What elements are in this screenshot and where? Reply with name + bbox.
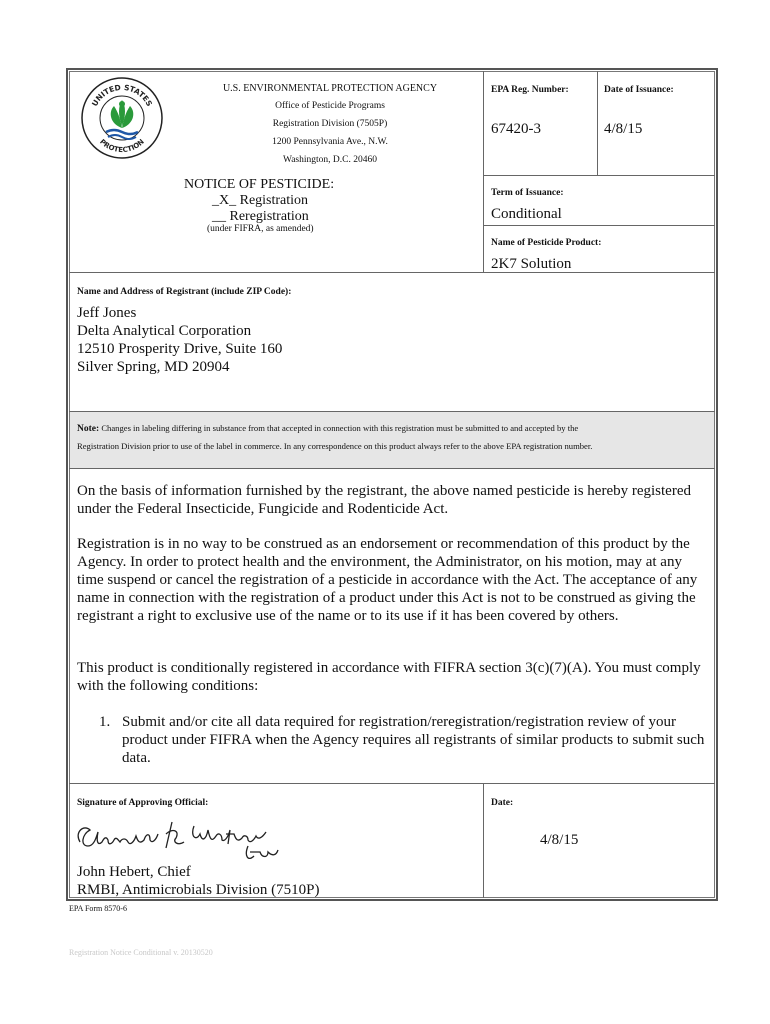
product-label: Name of Pesticide Product: bbox=[491, 238, 602, 248]
registrant-name: Jeff Jones bbox=[77, 305, 137, 321]
note-text-1: Changes in labeling differing in substance from that accepted in connection with this registration must be submitted to and accepted by the bbox=[101, 423, 579, 433]
registration-option bbox=[212, 193, 308, 209]
condition-1-line-2: product under FIFRA when the Agency requires all registrants of similar products to submit such bbox=[122, 732, 705, 748]
line-after-reg bbox=[483, 175, 715, 176]
condition-1 bbox=[122, 713, 704, 767]
para2-line-3: time suspend or cancel the registration of a pesticide in accordance with the Act. The acceptance of any bbox=[77, 572, 698, 588]
condition-1-line-1: Submit and/or cite all data required for registration/reregistration/registration review of your bbox=[122, 714, 676, 730]
line-before-note bbox=[69, 411, 715, 412]
agency-address-2: Washington, D.C. 20460 bbox=[283, 155, 377, 165]
registrant-street: 12510 Prosperity Drive, Suite 160 bbox=[77, 341, 283, 357]
para3-line-2: with the following conditions: bbox=[77, 678, 259, 694]
division-name: Registration Division (7505P) bbox=[272, 119, 388, 129]
official-division: RMBI, Antimicrobials Division (7510P) bbox=[77, 882, 320, 898]
template-note: Registration Notice Conditional v. 20130520 bbox=[69, 948, 213, 957]
agency-name: U.S. ENVIRONMENTAL PROTECTION AGENCY bbox=[222, 83, 438, 94]
header-divider bbox=[483, 71, 484, 272]
line-after-header bbox=[69, 272, 715, 273]
date-label: Date: bbox=[491, 798, 514, 808]
office-name: Office of Pesticide Programs bbox=[275, 101, 385, 111]
date-value: 4/8/15 bbox=[540, 832, 579, 848]
official-name: John Hebert, Chief bbox=[77, 864, 191, 880]
para1 bbox=[77, 482, 691, 518]
registrant-company: Delta Analytical Corporation bbox=[77, 323, 252, 339]
registrant-label: Name and Address of Registrant (include ZIP Code): bbox=[77, 287, 292, 297]
term-value: Conditional bbox=[491, 206, 562, 222]
para2-line-2: Agency. In order to protect health and the environment, the Administrator, on his motion, may at any bbox=[77, 554, 682, 570]
para2-line-1: Registration is in no way to be construed as an endorsement or recommendation of this product by the bbox=[77, 536, 690, 552]
product-value: 2K7 Solution bbox=[491, 256, 572, 272]
note-line-1 bbox=[77, 423, 578, 434]
form-number: EPA Form 8570-6 bbox=[69, 904, 127, 913]
para3-line-1: This product is conditionally registered in accordance with FIFRA section 3(c)(7)(A). You must comply bbox=[77, 660, 701, 676]
seal-text-top: UNITED STATES bbox=[90, 82, 154, 108]
para1-line-1: On the basis of information furnished by the registrant, the above named pesticide is hereby registered bbox=[77, 483, 691, 499]
fifra-note: (under FIFRA, as amended) bbox=[207, 224, 314, 234]
registrant-city: Silver Spring, MD 20904 bbox=[77, 359, 230, 375]
notice-title: NOTICE OF PESTICIDE: bbox=[184, 177, 335, 192]
line-after-term bbox=[483, 225, 715, 226]
registration-option-text: _X_ Registration bbox=[212, 193, 309, 208]
para2-line-5: registrant a right to exclusive use of the name or to its use if it has been covered by others. bbox=[77, 608, 619, 624]
para2 bbox=[77, 535, 697, 625]
reregistration-option: __ Reregistration bbox=[212, 209, 309, 224]
para1-line-2: under the Federal Insecticide, Fungicide and Rodenticide Act. bbox=[77, 501, 449, 517]
line-after-note bbox=[69, 468, 715, 469]
note-label: Note: bbox=[77, 424, 100, 434]
term-label: Term of Issuance: bbox=[491, 188, 564, 198]
issuance-date-label: Date of Issuance: bbox=[604, 85, 674, 95]
note-line-2: Registration Division prior to use of the label in commerce. In any correspondence on this product always refer to the above EPA registration number. bbox=[77, 441, 593, 451]
signature-divider bbox=[483, 783, 484, 898]
issuance-date-value: 4/8/15 bbox=[604, 121, 643, 137]
note-shade bbox=[70, 411, 714, 468]
reg-date-divider bbox=[597, 71, 598, 175]
para3 bbox=[77, 659, 701, 695]
seal-text-bottom: PROTECTION bbox=[98, 137, 146, 155]
reg-number-value: 67420-3 bbox=[491, 121, 541, 137]
agency-address-1: 1200 Pennsylvania Ave., N.W. bbox=[272, 137, 388, 147]
para2-line-4: name in connection with the registration of a product under this Act is not to be construed as giving the bbox=[77, 590, 696, 606]
signature-label: Signature of Approving Official: bbox=[77, 798, 209, 808]
condition-1-number: 1. bbox=[99, 714, 111, 730]
handwritten-signature bbox=[72, 812, 282, 864]
line-before-signature bbox=[69, 783, 715, 784]
condition-1-line-3: data. bbox=[122, 750, 151, 766]
epa-seal-logo bbox=[80, 76, 164, 160]
reg-number-label: EPA Reg. Number: bbox=[491, 85, 569, 95]
